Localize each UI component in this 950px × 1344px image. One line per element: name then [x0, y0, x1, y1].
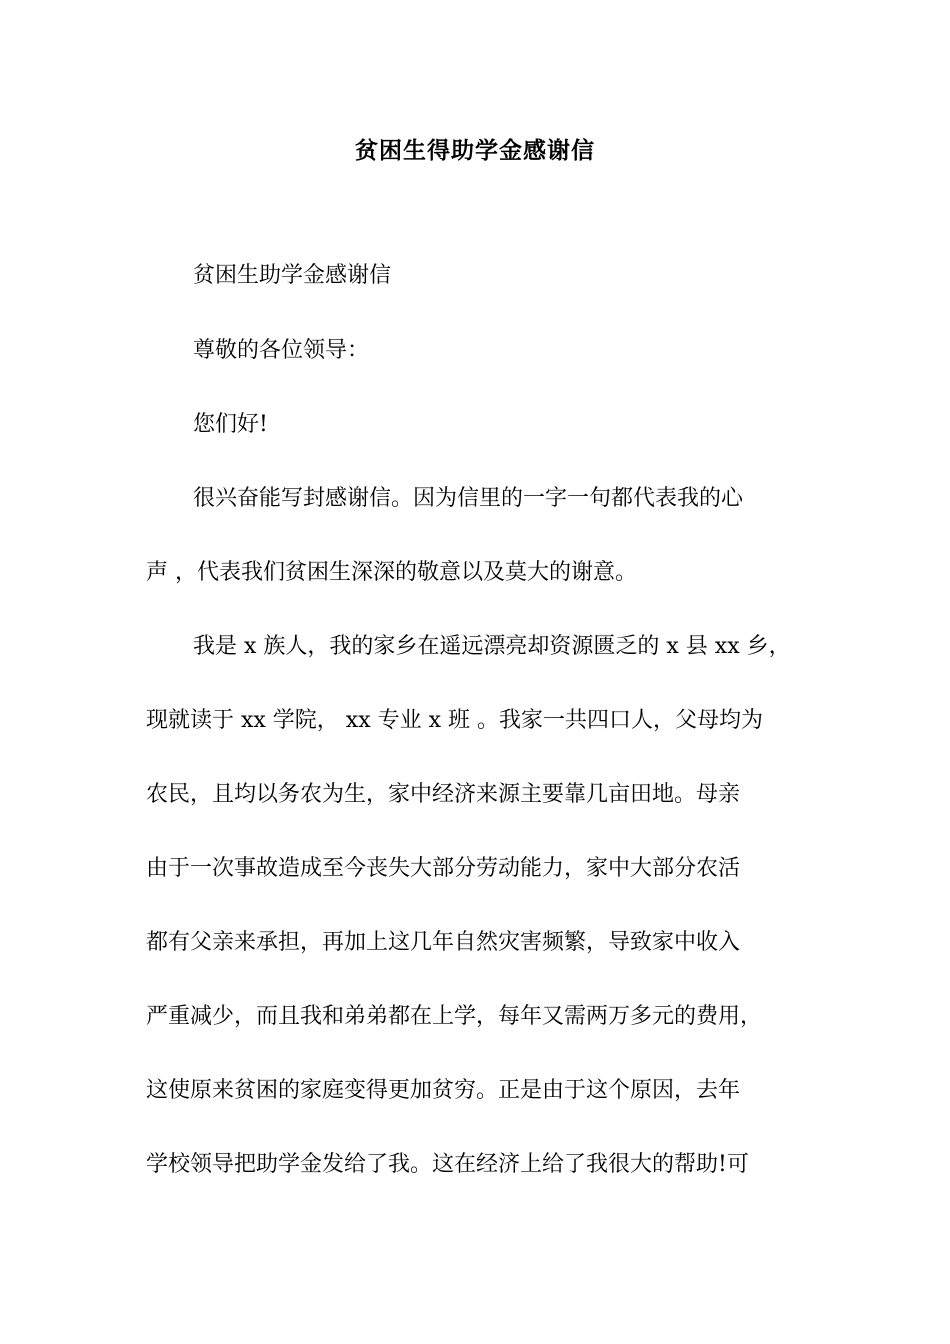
salutation: 尊敬的各位领导： [193, 338, 370, 363]
letter-heading: 贫困生助学金感谢信 [193, 263, 392, 288]
greeting: 您们好! [193, 412, 268, 437]
paragraph-2-line-1: 我是 x 族人，我的家乡在遥远漂亮却资源匮乏的 x 县 xx 乡， [193, 634, 791, 659]
paragraph-2-line-4: 由于一次事故造成至今丧失大部分劳动能力，家中大部分农活 [146, 856, 741, 881]
paragraph-2-line-3: 农民，且均以务农为生，家中经济来源主要靠几亩田地。母亲 [146, 782, 741, 807]
paragraph-2-line-8: 学校领导把助学金发给了我。这在经济上给了我很大的帮助!可 [146, 1152, 749, 1177]
paragraph-2-line-7: 这使原来贫困的家庭变得更加贫穷。正是由于这个原因，去年 [146, 1078, 741, 1103]
paragraph-2-line-2: 现就读于 xx 学院， xx 专业 x 班 。我家一共四口人，父母均为 [146, 708, 763, 733]
paragraph-2-line-6: 严重减少，而且我和弟弟都在上学，每年又需两万多元的费用， [146, 1004, 763, 1029]
paragraph-2-line-5: 都有父亲来承担，再加上这几年自然灾害频繁，导致家中收入 [146, 930, 741, 955]
document-title: 贫困生得助学金感谢信 [355, 137, 595, 164]
paragraph-1-line-2: 声 ，代表我们贫困生深深的敬意以及莫大的谢意。 [146, 560, 637, 585]
paragraph-1-line-1: 很兴奋能写封感谢信。因为信里的一字一句都代表我的心 [193, 486, 744, 511]
